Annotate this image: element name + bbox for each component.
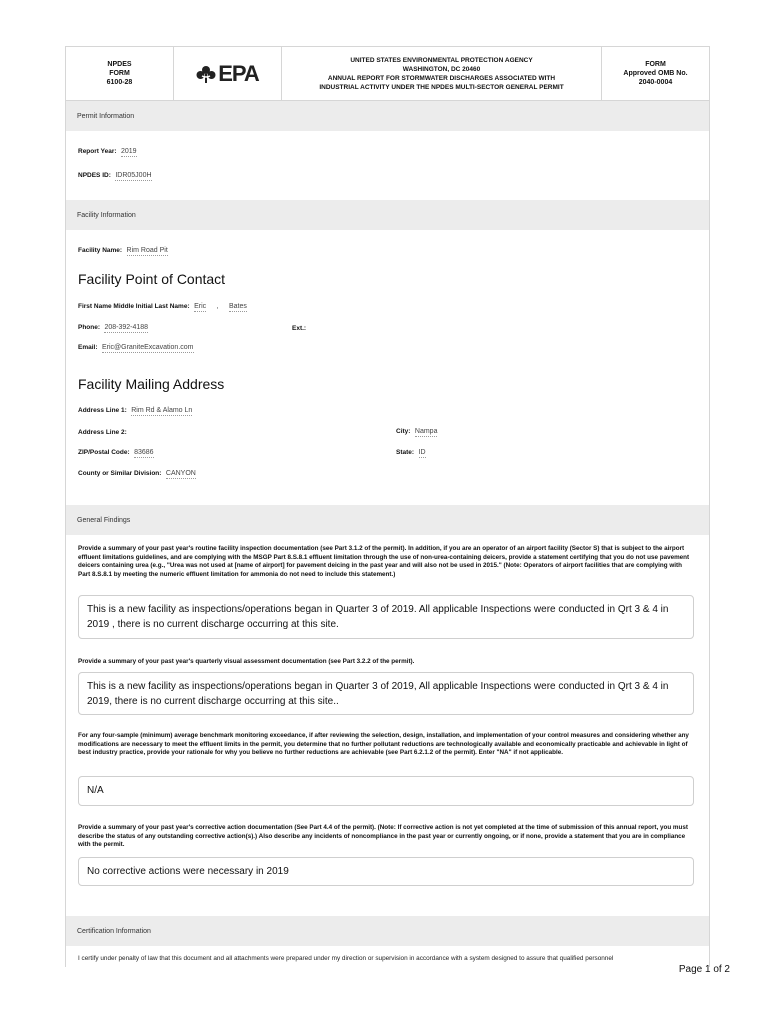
epa-logo bbox=[196, 61, 259, 87]
city-label: City: bbox=[396, 428, 411, 435]
facility-info-title: Facility Information bbox=[77, 211, 136, 219]
permit-info-section-header bbox=[66, 101, 710, 131]
facility-name-label: Facility Name: bbox=[78, 247, 123, 254]
first-name-value[interactable]: Eric bbox=[194, 303, 207, 310]
facility-info-section-header bbox=[66, 200, 710, 230]
corrective-action-answer[interactable]: No corrective actions were necessary in 2019 bbox=[78, 857, 694, 886]
address-line2-label: Address Line 2: bbox=[78, 429, 127, 436]
facility-name-field bbox=[78, 239, 168, 257]
facility-name-value[interactable]: Rim Road Pit bbox=[126, 247, 168, 254]
middle-initial-value[interactable]: , bbox=[216, 303, 219, 310]
page-number: Page 1 of 2 bbox=[678, 964, 730, 975]
agency-title-block bbox=[282, 47, 602, 100]
form-page bbox=[65, 46, 710, 967]
form-header bbox=[66, 47, 709, 101]
form-id-line: 6100-28 bbox=[106, 79, 133, 86]
zip-value[interactable]: 83686 bbox=[134, 449, 154, 456]
certification-title: Certification Information bbox=[77, 927, 151, 935]
county-field bbox=[78, 462, 196, 480]
routine-inspection-question: Provide a summary of your past year's routine facility inspection documentation (see Part 3.1.2 of the permit). In addition, if you are an operator of an airport facility (Sector S) that is subject to the airport effluent limitations guidelines, and are complying with the MSGP Part 8.S.8.1 effluent limitation through the use of non-urea-containing deicers, provide a statement certifying that you do not use pavement deicers containing urea (e.g., "Urea was not used at [name of airport] for pavement deicing in the past year and will also not be used in 2015." (Note: Operators of airport facilities that are complying with Part 8.S.8.1 by meeting the numeric effluent limitation for ammonia do not need to include this statement.) bbox=[78, 545, 690, 578]
address-line1-label: Address Line 1: bbox=[78, 407, 127, 414]
zip-label: ZIP/Postal Code: bbox=[78, 449, 130, 456]
address-line1-field bbox=[78, 399, 192, 417]
state-label: State: bbox=[396, 449, 415, 456]
county-value[interactable]: CANYON bbox=[165, 470, 196, 477]
email-value[interactable]: Eric@GraniteExcavation.com bbox=[101, 344, 194, 351]
city-value[interactable]: Nampa bbox=[414, 428, 438, 435]
report-year-field bbox=[78, 140, 137, 158]
phone-field bbox=[78, 316, 148, 334]
report-year-value[interactable]: 2019 bbox=[121, 148, 137, 155]
address-line1-value[interactable]: Rim Rd & Alamo Ln bbox=[131, 407, 193, 414]
approval-block bbox=[602, 47, 709, 100]
certification-section-header bbox=[66, 916, 710, 946]
form-id-line: NPDES bbox=[107, 61, 132, 68]
email-field bbox=[78, 336, 194, 354]
epa-logo-text: EPA bbox=[218, 60, 259, 86]
general-findings-title: General Findings bbox=[77, 516, 131, 524]
state-value[interactable]: ID bbox=[418, 449, 426, 456]
approval-line: Approved OMB No. bbox=[623, 70, 688, 77]
npdes-id-field bbox=[78, 164, 152, 182]
agency-title-line: UNITED STATES ENVIRONMENTAL PROTECTION AGENCY bbox=[350, 56, 533, 64]
form-id-block bbox=[66, 47, 174, 100]
ext-label: Ext.: bbox=[292, 325, 307, 332]
county-label: County or Similar Division: bbox=[78, 470, 162, 477]
address-line2-field bbox=[78, 421, 127, 439]
visual-assessment-answer[interactable]: This is a new facility as inspections/operations began in Quarter 3 of 2019, All applicable Inspections were conducted in Qrt 3 & 4 in 2019, there is no current discharge occurring at this site.. bbox=[78, 672, 694, 715]
benchmark-exceedance-question: For any four-sample (minimum) average benchmark monitoring exceedance, if after reviewing the selection, design, installation, and implementation of your control measures and considering whether any modifications are necessary to meet the effluent limits in the permit, you determine that no further pollutant reductions are technologically available and economically practicable and achievable in light of best industry practice, provide your rationale for why you believe no further reductions are achievable (see Part 6.2.1.2 of the permit). Enter "NA" if not applicable. bbox=[78, 732, 689, 757]
routine-inspection-answer[interactable]: This is a new facility as inspections/operations began in Quarter 3 of 2019. All applicable Inspections were conducted in Qrt 3 & 4 in 2019 , there is no current discharge occurring at this site. bbox=[78, 595, 694, 639]
report-year-label: Report Year: bbox=[78, 148, 117, 155]
approval-line: FORM bbox=[645, 61, 666, 68]
city-field bbox=[396, 420, 437, 438]
benchmark-exceedance-answer[interactable]: N/A bbox=[78, 776, 694, 806]
phone-value[interactable]: 208-392-4188 bbox=[104, 324, 149, 331]
email-label: Email: bbox=[78, 344, 98, 351]
approval-line: 2040-0004 bbox=[638, 79, 673, 86]
certification-text: I certify under penalty of law that this document and all attachments were prepared under my direction or supervision in accordance with a system designed to assure that qualified personnel bbox=[78, 955, 614, 962]
state-field bbox=[396, 441, 426, 459]
agency-title-line: ANNUAL REPORT FOR STORMWATER DISCHARGES ASSOCIATED WITH bbox=[327, 74, 556, 82]
agency-title-line: WASHINGTON, DC 20460 bbox=[402, 65, 481, 73]
form-id-line: FORM bbox=[109, 70, 130, 77]
permit-info-title: Permit Information bbox=[77, 112, 135, 120]
point-of-contact-heading: Facility Point of Contact bbox=[78, 271, 226, 287]
epa-flower-icon bbox=[196, 65, 216, 83]
last-name-value[interactable]: Bates bbox=[228, 303, 247, 310]
contact-name-field bbox=[78, 295, 247, 313]
epa-logo-block bbox=[174, 47, 282, 100]
zip-field bbox=[78, 441, 154, 459]
mailing-address-heading: Facility Mailing Address bbox=[78, 376, 225, 392]
contact-name-labels: First Name Middle Initial Last Name: bbox=[78, 303, 190, 310]
phone-label: Phone: bbox=[78, 324, 101, 331]
npdes-id-value[interactable]: IDR05J00H bbox=[115, 172, 152, 179]
visual-assessment-question: Provide a summary of your past year's quarterly visual assessment documentation (see Part 3.2.2 of the permit). bbox=[78, 658, 415, 665]
npdes-id-label: NPDES ID: bbox=[78, 172, 111, 179]
general-findings-section-header bbox=[66, 505, 710, 535]
agency-title-line: INDUSTRIAL ACTIVITY UNDER THE NPDES MULTI-SECTOR GENERAL PERMIT bbox=[319, 83, 564, 91]
ext-field bbox=[292, 317, 306, 335]
corrective-action-question: Provide a summary of your past year's corrective action documentation (See Part 4.4 of the permit). (Note: If corrective action is not yet completed at the time of submission of this annual report, you must describe the status of any outstanding corrective action(s).) Also describe any incidents of noncompliance in the past year or currently ongoing, or if none, provide a statement that you are in compliance with the permit. bbox=[78, 824, 688, 849]
